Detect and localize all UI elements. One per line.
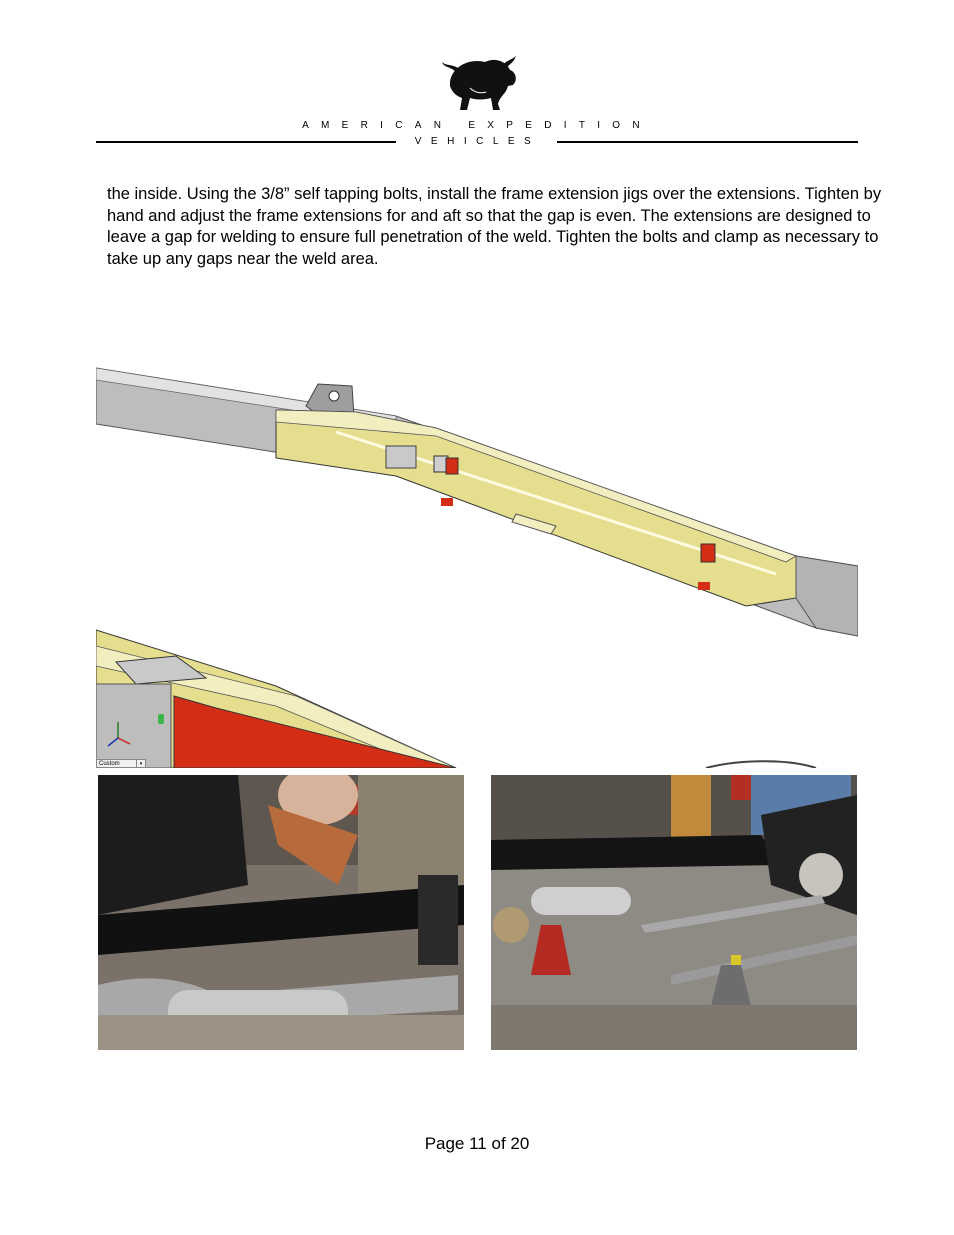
cad-frame-extension-render [96,366,858,768]
photo-frame-on-stands [491,775,857,1050]
page-header [0,0,954,160]
bison-logo-icon [440,52,520,112]
photo-installing-jig [98,775,464,1050]
view-orientation-dropdown[interactable] [96,759,146,768]
header-rule-left [96,141,396,143]
view-orientation-value: Custom [99,761,120,767]
chevron-down-icon: ▾ [136,760,145,767]
page-number: Page 11 of 20 [424,1134,530,1153]
instruction-paragraph: the inside. Using the 3/8” self tapping bolts, install the frame extension jigs over the extensions. Tighten by hand and adjust the frame extensions for and aft so that the gap is even. The extensions are designed to leave a gap for welding to ensure full penetration of the weld. Tighten the bolts and clamp as necessary to take up any gaps near the weld area. [107,185,882,268]
brand-name-line1: AMERICAN EXPEDITION [302,120,652,131]
brand-name-line2: VEHICLES [414,136,541,147]
header-rule-right [557,141,858,143]
